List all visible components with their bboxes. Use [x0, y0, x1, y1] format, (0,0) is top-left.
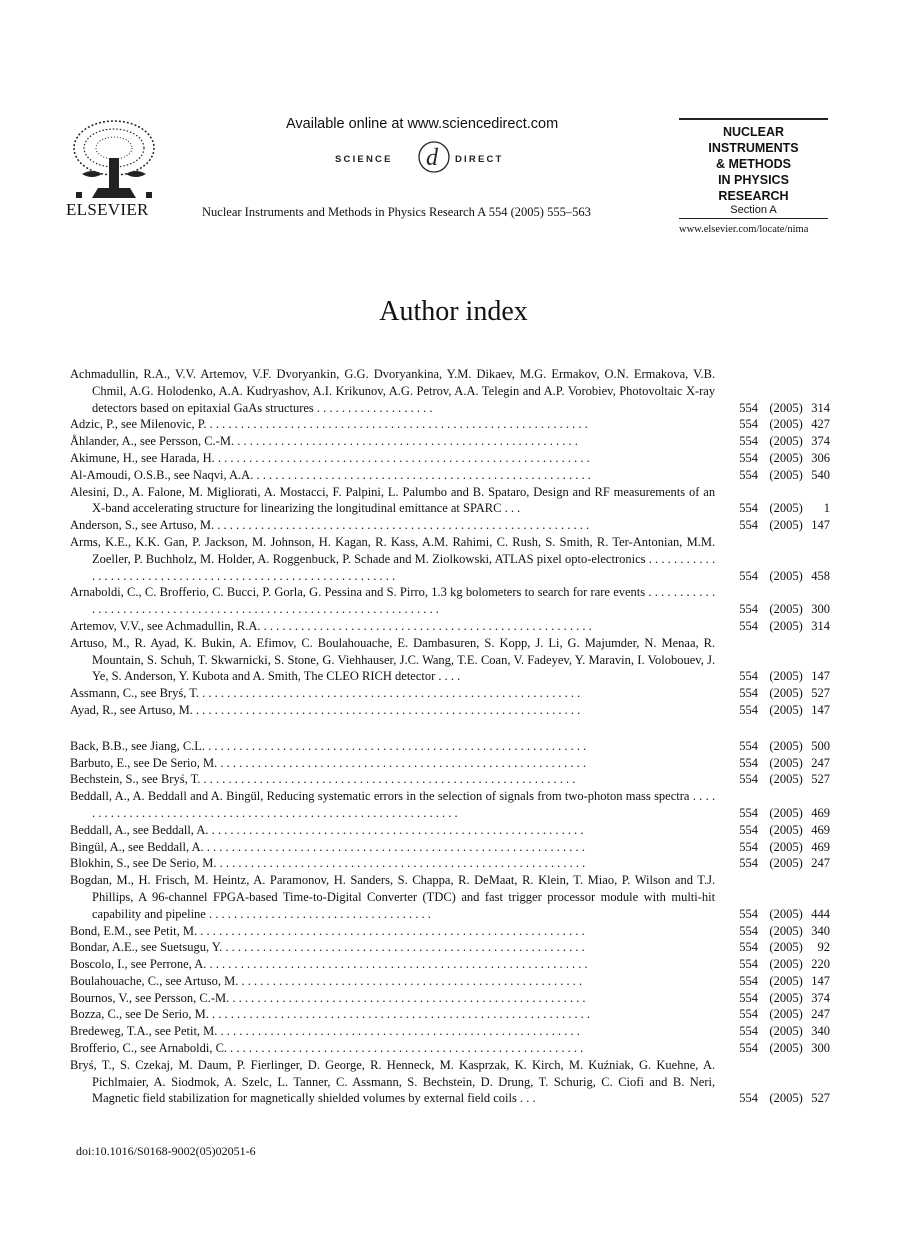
index-entry: [70, 366, 830, 416]
entry-volume: 554: [739, 434, 758, 449]
entry-page: 427: [811, 417, 830, 432]
entry-year: (2005): [769, 702, 803, 717]
index-entry: [70, 771, 830, 788]
entry-volume: 554: [739, 973, 758, 988]
entry-year: (2005): [769, 400, 803, 415]
journal-title-line: NUCLEAR: [722, 125, 785, 139]
entry-page: 92: [817, 940, 830, 955]
entry-year: (2005): [769, 518, 803, 533]
entry-year: (2005): [769, 686, 803, 701]
entry-volume: 554: [739, 856, 758, 871]
entry-page: 527: [811, 1091, 830, 1106]
entry-text: Beddall, A., see Beddall, A. . . . . . . . . . . . . . . . . . . . . . . . . . . . . . . . . . . . . . . . . . . . . . . . . . . . . . . . . . . . .: [70, 822, 584, 837]
entry-text: Arnaboldi, C., C. Brofferio, C. Bucci, P. Gorla, G. Pessina and S. Pirro, 1.3 kg bolometers to search for rare events . . . . . . . . . . . . . . . . . . . . . . . . . . . . . . . . . . . . . . . . . . . . . . . . . . . . . . . . . . . . . . . . . . .: [70, 585, 716, 617]
entry-page: 469: [811, 822, 830, 837]
entry-volume: 554: [739, 923, 758, 938]
journal-title-box: [679, 118, 828, 219]
index-entry: [70, 855, 830, 872]
index-entry: [70, 990, 830, 1007]
svg-text:d: d: [426, 145, 438, 171]
journal-title-line: & METHODS: [716, 157, 791, 171]
entry-year: (2005): [769, 602, 803, 617]
sciencedirect-left-text: SCIENCE: [335, 154, 393, 165]
index-entry: [70, 450, 830, 467]
index-entry: [70, 416, 830, 433]
entry-text: Boscolo, I., see Perrone, A. . . . . . . . . . . . . . . . . . . . . . . . . . . . . . . . . . . . . . . . . . . . . . . . . . . . . . . . . . . . . .: [70, 957, 588, 972]
entry-year: (2005): [769, 839, 803, 854]
journal-title-line: RESEARCH: [718, 189, 789, 203]
entry-volume: 554: [739, 450, 758, 465]
index-entry: [70, 534, 830, 584]
entry-year: (2005): [769, 738, 803, 753]
entry-page: 444: [811, 906, 830, 921]
entry-text: Ayad, R., see Artuso, M. . . . . . . . . . . . . . . . . . . . . . . . . . . . . . . . . . . . . . . . . . . . . . . . . . . . . . . . . . . . . . .: [70, 702, 581, 717]
entry-page: 247: [811, 1007, 830, 1022]
entry-year: (2005): [769, 1024, 803, 1039]
entry-volume: 554: [739, 805, 758, 820]
index-entry: [70, 484, 830, 518]
entry-page: 300: [811, 1041, 830, 1056]
entry-page: 500: [811, 738, 830, 753]
index-entry: [70, 635, 830, 685]
entry-text: Bond, E.M., see Petit, M. . . . . . . . . . . . . . . . . . . . . . . . . . . . . . . . . . . . . . . . . . . . . . . . . . . . . . . . . . . . . . .: [70, 923, 585, 938]
entry-year: (2005): [769, 1041, 803, 1056]
entry-page: 147: [811, 518, 830, 533]
index-entry: [70, 467, 830, 484]
index-entry: [70, 618, 830, 635]
entry-year: (2005): [769, 417, 803, 432]
entry-page: 374: [811, 434, 830, 449]
entry-year: (2005): [769, 973, 803, 988]
page-title: Author index: [379, 296, 528, 327]
entry-year: (2005): [769, 1007, 803, 1022]
journal-title: [679, 120, 828, 204]
entry-page: 147: [811, 702, 830, 717]
index-entry: [70, 685, 830, 702]
entry-page: 220: [811, 957, 830, 972]
entry-volume: 554: [739, 1024, 758, 1039]
group-separator: [70, 719, 830, 738]
publisher-name: ELSEVIER: [66, 200, 149, 219]
entry-volume: 554: [739, 400, 758, 415]
entry-text: Adzic, P., see Milenovic, P. . . . . . . . . . . . . . . . . . . . . . . . . . . . . . . . . . . . . . . . . . . . . . . . . . . . . . . . . . . . . .: [70, 417, 588, 432]
entry-text: Bechstein, S., see Bryś, T. . . . . . . . . . . . . . . . . . . . . . . . . . . . . . . . . . . . . . . . . . . . . . . . . . . . . . . . . . . . .: [70, 772, 576, 787]
entry-volume: 554: [739, 839, 758, 854]
entry-text: Bogdan, M., H. Frisch, M. Heintz, A. Paramonov, H. Sanders, S. Chappa, R. DeMaat, R. Klein, T. Miao, P. Wilson and T.J. Phillips, A 96-channel FPGA-based Time-to-Digital Converter (TDC) and fast trigger processor module with multi-hit capability and pipeline . . . . . . . . . . . . . . . . . . . . . . . . . . . . . . . . . . . .: [70, 873, 716, 921]
entry-year: (2005): [769, 467, 803, 482]
entry-year: (2005): [769, 906, 803, 921]
available-online-text: Available online at www.sciencedirect.com: [286, 116, 559, 132]
index-entry: [70, 1023, 830, 1040]
entry-text: Artuso, M., R. Ayad, K. Bukin, A. Efimov, C. Boulahouache, E. Dambasuren, S. Kopp, J. Li, G. Majumder, N. Menaa, R. Mountain, S. Schuh, T. Skwarnicki, S. Stone, G. Viehhauser, J.C. Wang, T.E. Coan, V. Fadeyev, Y. Maravin, I. Volobouev, J. Ye, S. Anderson, Y. Kubota and A. Smith, The CLEO RICH detector . . . .: [70, 635, 716, 684]
entry-year: (2005): [769, 568, 803, 583]
entry-page: 527: [811, 686, 830, 701]
entry-text: Artemov, V.V., see Achmadullin, R.A. . . . . . . . . . . . . . . . . . . . . . . . . . . . . . . . . . . . . . . . . . . . . . . . . . . . . .: [70, 618, 592, 633]
index-entry: [70, 839, 830, 856]
entry-text: Åhlander, A., see Persson, C.-M. . . . . . . . . . . . . . . . . . . . . . . . . . . . . . . . . . . . . . . . . . . . . . . . . . . . . . . .: [70, 434, 578, 449]
entry-text: Bozza, C., see De Serio, M. . . . . . . . . . . . . . . . . . . . . . . . . . . . . . . . . . . . . . . . . . . . . . . . . . . . . . . . . . . . . .: [70, 1007, 591, 1022]
entry-year: (2005): [769, 805, 803, 820]
entry-volume: 554: [739, 1041, 758, 1056]
entry-text: Bournos, V., see Persson, C.-M. . . . . . . . . . . . . . . . . . . . . . . . . . . . . . . . . . . . . . . . . . . . . . . . . . . . . . . . . .: [70, 990, 586, 1005]
journal-reference: Nuclear Instruments and Methods in Physics Research A 554 (2005) 555–563: [202, 205, 591, 219]
entry-volume: 554: [739, 940, 758, 955]
sciencedirect-logo: [335, 140, 525, 174]
entry-volume: 554: [739, 568, 758, 583]
entry-volume: 554: [739, 738, 758, 753]
index-entry: [70, 788, 830, 822]
index-entry: [70, 755, 830, 772]
entry-text: Bredeweg, T.A., see Petit, M. . . . . . . . . . . . . . . . . . . . . . . . . . . . . . . . . . . . . . . . . . . . . . . . . . . . . . . . . . .: [70, 1024, 580, 1039]
entry-text: Bondar, A.E., see Suetsugu, Y. . . . . . . . . . . . . . . . . . . . . . . . . . . . . . . . . . . . . . . . . . . . . . . . . . . . . . . . . . .: [70, 940, 585, 955]
journal-section: Section A: [730, 204, 777, 216]
index-entry: [70, 1057, 830, 1107]
entry-volume: 554: [739, 957, 758, 972]
entry-volume: 554: [739, 772, 758, 787]
page-header: [0, 0, 907, 250]
entry-text: Al-Amoudi, O.S.B., see Naqvi, A.A. . . . . . . . . . . . . . . . . . . . . . . . . . . . . . . . . . . . . . . . . . . . . . . . . . . . . . .: [70, 467, 591, 482]
index-entry: [70, 517, 830, 534]
entry-text: Brofferio, C., see Arnaboldi, C. . . . . . . . . . . . . . . . . . . . . . . . . . . . . . . . . . . . . . . . . . . . . . . . . . . . . . . . . .: [70, 1041, 584, 1056]
entry-volume: 554: [739, 467, 758, 482]
entry-page: 247: [811, 856, 830, 871]
entry-page: 374: [811, 990, 830, 1005]
entry-volume: 554: [739, 618, 758, 633]
entry-volume: 554: [739, 686, 758, 701]
entry-page: 300: [811, 602, 830, 617]
entry-volume: 554: [739, 501, 758, 516]
entry-year: (2005): [769, 957, 803, 972]
index-entry: [70, 1040, 830, 1057]
entry-text: Anderson, S., see Artuso, M. . . . . . . . . . . . . . . . . . . . . . . . . . . . . . . . . . . . . . . . . . . . . . . . . . . . . . . . . . . . .: [70, 518, 590, 533]
entry-text: Beddall, A., A. Beddall and A. Bingül, Reducing systematic errors in the selection of signals from two-photon mass spectra . . . . . . . . . . . . . . . . . . . . . . . . . . . . . . . . . . . . . . . . . . . . . . . . . . . . . . . . . . . . . . .: [70, 789, 716, 820]
entry-page: 247: [811, 755, 830, 770]
entry-volume: 554: [739, 417, 758, 432]
sciencedirect-right-text: DIRECT: [455, 154, 504, 165]
entry-volume: 554: [739, 1007, 758, 1022]
entry-year: (2005): [769, 501, 803, 516]
entry-text: Achmadullin, R.A., V.V. Artemov, V.F. Dvoryankin, G.G. Dvoryankina, Y.M. Dikaev, M.G. Ermakov, O.N. Ermakova, V.B. Chmil, A.G. Holodenko, A.A. Kudryashov, A.I. Krikunov, A.G. Petrov, A.A. Telegin and A.P. Vorobiev, Photovoltaic X-ray detectors based on epitaxial GaAs structures . . . . . . . . . . . . . . . . . . .: [70, 367, 716, 415]
entry-volume: 554: [739, 906, 758, 921]
entry-volume: 554: [739, 602, 758, 617]
entry-page: 1: [823, 501, 830, 516]
entry-volume: 554: [739, 669, 758, 684]
entry-page: 469: [811, 805, 830, 820]
entry-text: Assmann, C., see Bryś, T. . . . . . . . . . . . . . . . . . . . . . . . . . . . . . . . . . . . . . . . . . . . . . . . . . . . . . . . . . . . . .: [70, 686, 581, 701]
entry-volume: 554: [739, 518, 758, 533]
entry-text: Bingül, A., see Beddall, A. . . . . . . . . . . . . . . . . . . . . . . . . . . . . . . . . . . . . . . . . . . . . . . . . . . . . . . . . . . . . .: [70, 839, 585, 854]
entry-year: (2005): [769, 923, 803, 938]
entry-page: 469: [811, 839, 830, 854]
index-entry: [70, 822, 830, 839]
entry-volume: 554: [739, 755, 758, 770]
entry-page: 540: [811, 467, 830, 482]
index-entry: [70, 923, 830, 940]
entry-year: (2005): [769, 434, 803, 449]
entry-text: Bryś, T., S. Czekaj, M. Daum, P. Fierlinger, D. George, R. Henneck, M. Kasprzak, K. Kirch, M. Kuźniak, G. Kuehne, A. Pichlmaier, A. Siodmok, A. Szelc, L. Tanner, C. Assmann, S. Bechstein, D. Drung, T. Schurig, C. Ciofi and B. Neri, Magnetic field stabilization for magnetically shielded volumes by external field coils . . .: [70, 1057, 716, 1106]
entry-volume: 554: [739, 822, 758, 837]
entry-page: 458: [811, 568, 830, 583]
entry-year: (2005): [769, 669, 803, 684]
entry-volume: 554: [739, 702, 758, 717]
entry-year: (2005): [769, 618, 803, 633]
entry-text: Boulahouache, C., see Artuso, M. . . . . . . . . . . . . . . . . . . . . . . . . . . . . . . . . . . . . . . . . . . . . . . . . . . . . . . .: [70, 973, 583, 988]
index-entry: [70, 973, 830, 990]
entry-year: (2005): [769, 822, 803, 837]
doi-footer: doi:10.1016/S0168-9002(05)02051-6: [76, 1144, 256, 1158]
entry-text: Back, B.B., see Jiang, C.L. . . . . . . . . . . . . . . . . . . . . . . . . . . . . . . . . . . . . . . . . . . . . . . . . . . . . . . . . . . . . .: [70, 738, 587, 753]
journal-title-line: INSTRUMENTS: [708, 141, 799, 155]
entry-text: Alesini, D., A. Falone, M. Migliorati, A. Mostacci, F. Palpini, L. Palumbo and B. Spataro, Design and RF measurements of an X-band accelerating structure for linearizing the longitudinal emittance at SPARC . . .: [70, 484, 716, 516]
entry-volume: 554: [739, 990, 758, 1005]
entry-page: 314: [811, 618, 830, 633]
entry-volume: 554: [739, 1091, 758, 1106]
index-entry: [70, 584, 830, 618]
author-index-list: [70, 366, 830, 1107]
index-entry: [70, 702, 830, 719]
entry-year: (2005): [769, 856, 803, 871]
entry-text: Barbuto, E., see De Serio, M. . . . . . . . . . . . . . . . . . . . . . . . . . . . . . . . . . . . . . . . . . . . . . . . . . . . . . . . . . . .: [70, 755, 586, 770]
index-entry: [70, 1006, 830, 1023]
index-entry: [70, 956, 830, 973]
entry-text: Akimune, H., see Harada, H. . . . . . . . . . . . . . . . . . . . . . . . . . . . . . . . . . . . . . . . . . . . . . . . . . . . . . . . . . . . .: [70, 450, 590, 465]
index-entry: [70, 738, 830, 755]
entry-page: 306: [811, 450, 830, 465]
entry-page: 314: [811, 400, 830, 415]
entry-year: (2005): [769, 755, 803, 770]
entry-text: Blokhin, S., see De Serio, M. . . . . . . . . . . . . . . . . . . . . . . . . . . . . . . . . . . . . . . . . . . . . . . . . . . . . . . . . . . .: [70, 856, 586, 871]
index-entry: [70, 939, 830, 956]
journal-box-bottom-rule: [679, 218, 828, 219]
entry-text: Arms, K.E., K.K. Gan, P. Jackson, M. Johnson, H. Kagan, R. Kass, A.M. Rahimi, C. Rush, S. Smith, R. Ter-Antonian, M.M. Zoeller, P. Buchholz, M. Holder, A. Roggenbuck, P. Schade and M. Ziolkowski, ATLAS pixel opto-electronics . . . . . . . . . . . . . . . . . . . . . . . . . . . . . . . . . . . . . . . . . . . . . . . . . . . . . . . . . . . .: [70, 534, 716, 583]
index-entry: [70, 872, 830, 922]
entry-page: 340: [811, 923, 830, 938]
entry-year: (2005): [769, 940, 803, 955]
entry-page: 147: [811, 669, 830, 684]
entry-page: 340: [811, 1024, 830, 1039]
entry-year: (2005): [769, 990, 803, 1005]
entry-year: (2005): [769, 772, 803, 787]
entry-page: 527: [811, 772, 830, 787]
entry-page: 147: [811, 973, 830, 988]
journal-url: www.elsevier.com/locate/nima: [679, 224, 809, 235]
index-entry: [70, 433, 830, 450]
entry-year: (2005): [769, 1091, 803, 1106]
entry-year: (2005): [769, 450, 803, 465]
journal-title-line: IN PHYSICS: [718, 173, 789, 187]
